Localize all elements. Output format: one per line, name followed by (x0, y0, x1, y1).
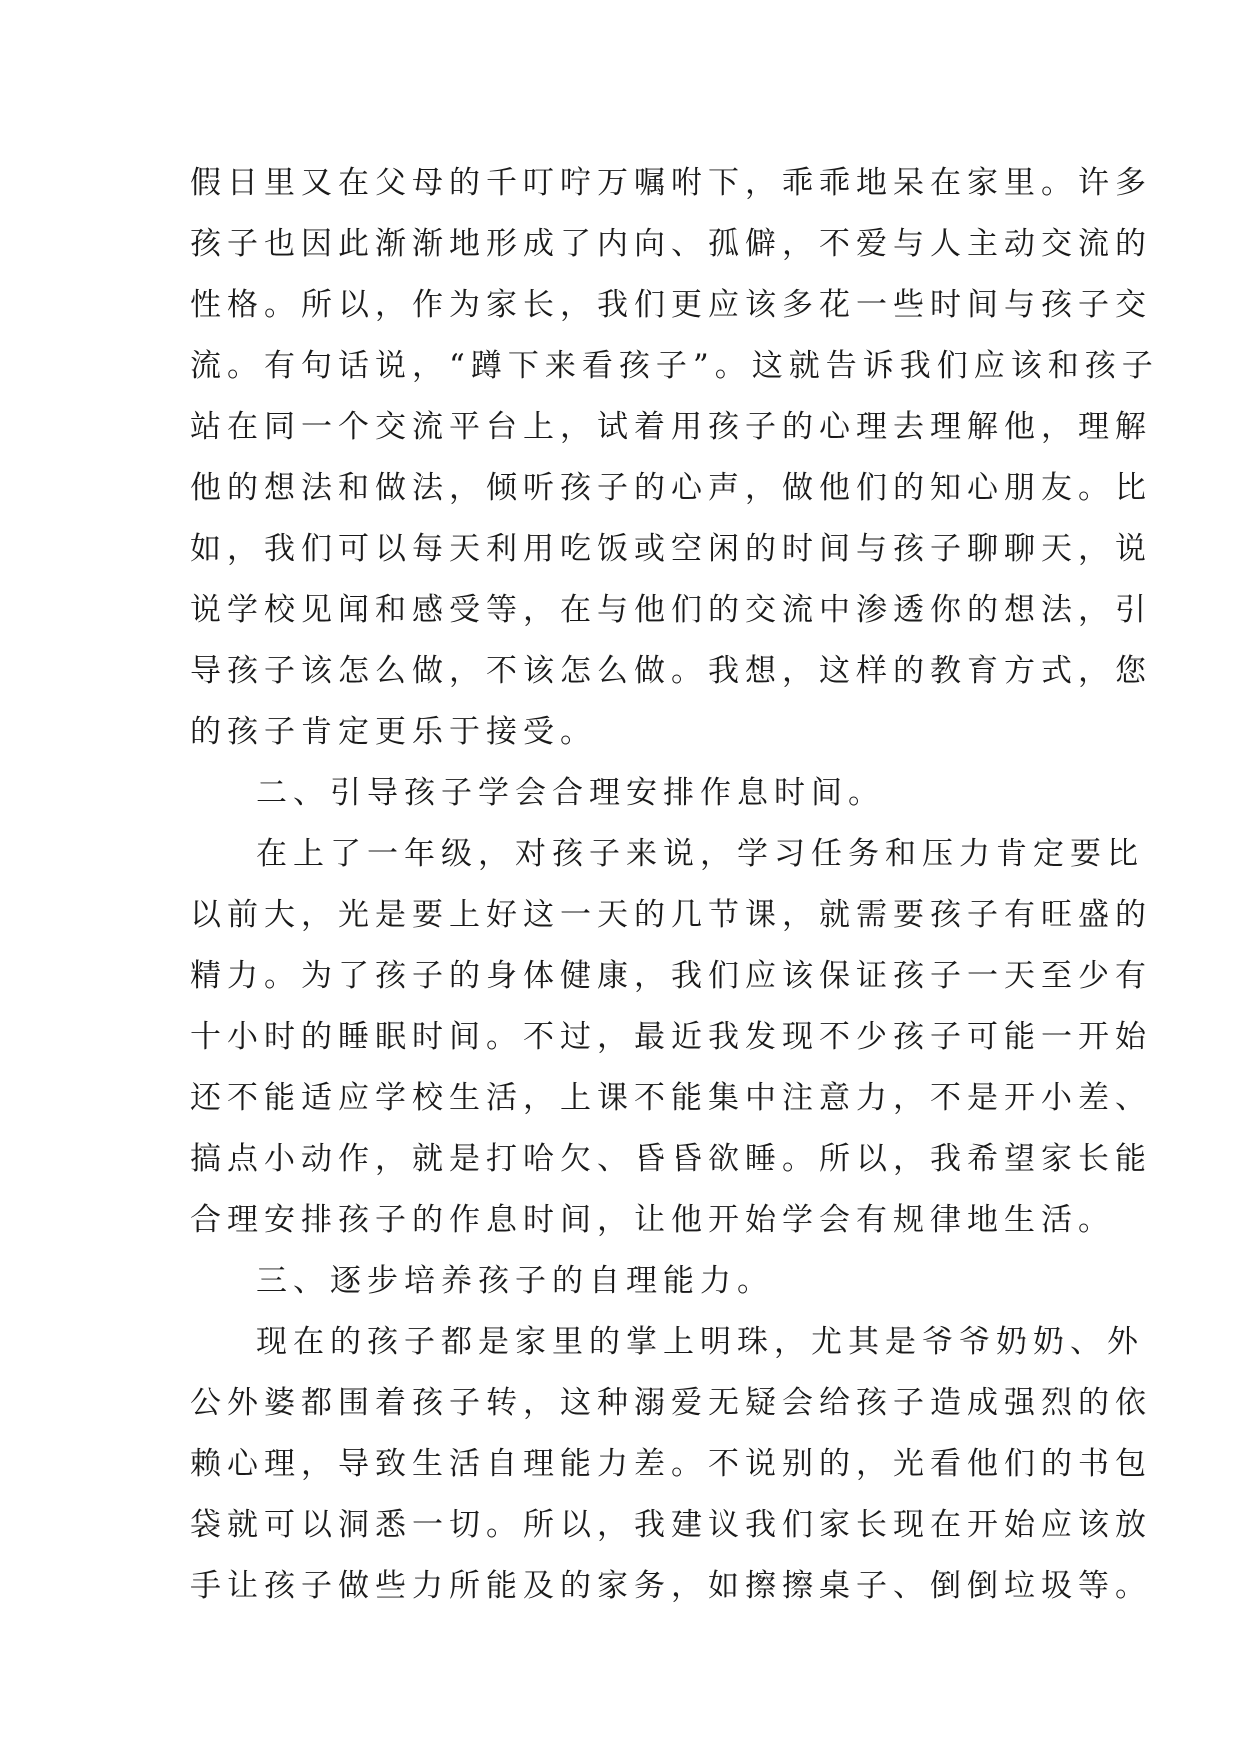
text-line: 性格。所以，作为家长，我们更应该多花一些时间与孩子交 (190, 287, 1152, 323)
text-line: 赖心理，导致生活自理能力差。不说别的，光看他们的书包 (190, 1446, 1152, 1482)
text-line: 十小时的睡眠时间。不过，最近我发现不少孩子可能一开始 (190, 1019, 1152, 1055)
text-line: 手让孩子做些力所能及的家务，如擦擦桌子、倒倒垃圾等。 (190, 1568, 1152, 1604)
text-line: 孩子也因此渐渐地形成了内向、孤僻，不爱与人主动交流的 (190, 226, 1152, 262)
text-line: 公外婆都围着孩子转，这种溺爱无疑会给孩子造成强烈的依 (190, 1385, 1152, 1421)
text-line: 说学校见闻和感受等，在与他们的交流中渗透你的想法，引 (190, 592, 1152, 628)
text-line: 如，我们可以每天利用吃饭或空闲的时间与孩子聊聊天，说 (190, 531, 1152, 567)
body-text (190, 153, 1159, 1617)
section-heading: 二、引导孩子学会合理安排作息时间。 (256, 775, 885, 811)
text-line: 导孩子该怎么做，不该怎么做。我想，这样的教育方式，您 (190, 653, 1152, 689)
text-line: 还不能适应学校生活，上课不能集中注意力，不是开小差、 (190, 1080, 1152, 1116)
text-line: 搞点小动作，就是打哈欠、昏昏欲睡。所以，我希望家长能 (190, 1141, 1152, 1177)
text-line: 流。有句话说，“蹲下来看孩子”。这就告诉我们应该和孩子 (190, 348, 1159, 384)
text-line: 他的想法和做法，倾听孩子的心声，做他们的知心朋友。比 (190, 470, 1152, 506)
text-line: 合理安排孩子的作息时间，让他开始学会有规律地生活。 (190, 1202, 1115, 1238)
text-line: 以前大，光是要上好这一天的几节课，就需要孩子有旺盛的 (190, 897, 1152, 933)
paragraph-first-line: 在上了一年级，对孩子来说，学习任务和压力肯定要比 (256, 836, 1144, 872)
text-line: 的孩子肯定更乐于接受。 (190, 714, 597, 750)
text-line: 精力。为了孩子的身体健康，我们应该保证孩子一天至少有 (190, 958, 1152, 994)
text-line: 站在同一个交流平台上，试着用孩子的心理去理解他，理解 (190, 409, 1152, 445)
text-line: 假日里又在父母的千叮咛万嘱咐下，乖乖地呆在家里。许多 (190, 165, 1152, 201)
section-heading: 三、逐步培养孩子的自理能力。 (256, 1263, 774, 1299)
paragraph-first-line: 现在的孩子都是家里的掌上明珠，尤其是爷爷奶奶、外 (256, 1324, 1144, 1360)
text-line: 袋就可以洞悉一切。所以，我建议我们家长现在开始应该放 (190, 1507, 1152, 1543)
